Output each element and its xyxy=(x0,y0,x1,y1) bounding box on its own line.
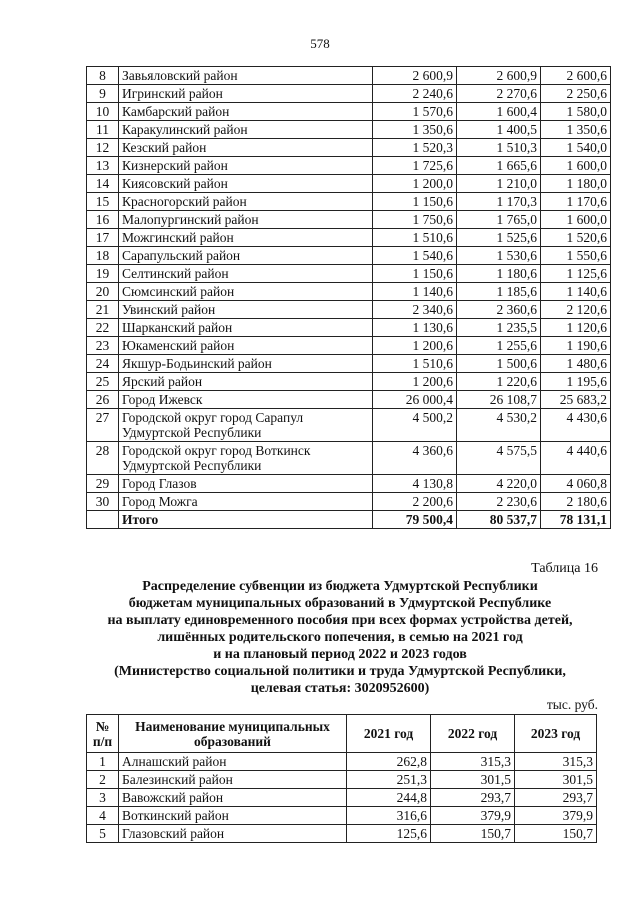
municipality-name: Завьяловский район xyxy=(119,67,373,85)
row-number: 24 xyxy=(87,355,119,373)
value-2022: 2 230,6 xyxy=(457,493,541,511)
value-2023: 1 195,6 xyxy=(541,373,611,391)
row-number: 26 xyxy=(87,391,119,409)
value-2022: 293,7 xyxy=(431,789,515,807)
value-2022: 1 525,6 xyxy=(457,229,541,247)
value-2021: 251,3 xyxy=(347,771,431,789)
value-2021: 1 570,6 xyxy=(373,103,457,121)
table-row xyxy=(87,265,611,283)
value-2022: 4 530,2 xyxy=(457,409,541,442)
row-number: 30 xyxy=(87,493,119,511)
table-row xyxy=(87,85,611,103)
value-2023: 1 540,0 xyxy=(541,139,611,157)
municipality-name: Каракулинский район xyxy=(119,121,373,139)
value-2023: 4 430,6 xyxy=(541,409,611,442)
value-2022: 1 185,6 xyxy=(457,283,541,301)
row-number: 2 xyxy=(87,771,119,789)
total-num-cell xyxy=(87,511,119,529)
title-line: бюджетам муниципальных образований в Удмуртской Республике xyxy=(128,596,552,611)
row-number: 19 xyxy=(87,265,119,283)
row-number: 11 xyxy=(87,121,119,139)
total-row xyxy=(87,511,611,529)
value-2021: 2 340,6 xyxy=(373,301,457,319)
row-number: 12 xyxy=(87,139,119,157)
row-number: 5 xyxy=(87,825,119,843)
value-2023: 2 250,6 xyxy=(541,85,611,103)
table-row xyxy=(87,825,597,843)
value-2021: 1 150,6 xyxy=(373,193,457,211)
value-2021: 4 130,8 xyxy=(373,475,457,493)
row-number: 16 xyxy=(87,211,119,229)
value-2022: 4 575,5 xyxy=(457,442,541,475)
table-row xyxy=(87,283,611,301)
value-2021: 1 510,6 xyxy=(373,355,457,373)
value-2023: 379,9 xyxy=(515,807,597,825)
row-number: 23 xyxy=(87,337,119,355)
table-row xyxy=(87,139,611,157)
value-2021: 1 200,6 xyxy=(373,337,457,355)
page-number: 578 xyxy=(310,36,330,51)
value-2022: 2 600,9 xyxy=(457,67,541,85)
table-row xyxy=(87,247,611,265)
municipality-name: Киясовский район xyxy=(119,175,373,193)
row-number: 20 xyxy=(87,283,119,301)
total-2023: 78 131,1 xyxy=(541,511,611,529)
table-row xyxy=(87,789,597,807)
table-16-label: Таблица 16 xyxy=(531,561,598,576)
table-row xyxy=(87,753,597,771)
value-2023: 4 060,8 xyxy=(541,475,611,493)
value-2021: 1 750,6 xyxy=(373,211,457,229)
total-2021: 79 500,4 xyxy=(373,511,457,529)
value-2023: 1 125,6 xyxy=(541,265,611,283)
value-2023: 293,7 xyxy=(515,789,597,807)
row-number: 21 xyxy=(87,301,119,319)
table-row xyxy=(87,409,611,442)
municipality-name: Малопургинский район xyxy=(119,211,373,229)
value-2023: 2 180,6 xyxy=(541,493,611,511)
row-number: 27 xyxy=(87,409,119,442)
value-2022: 26 108,7 xyxy=(457,391,541,409)
municipality-name: Можгинский район xyxy=(119,229,373,247)
value-2021: 2 240,6 xyxy=(373,85,457,103)
header-2023: 2023 год xyxy=(515,715,597,753)
municipality-name: Алнашский район xyxy=(119,753,347,771)
value-2023: 301,5 xyxy=(515,771,597,789)
row-number: 14 xyxy=(87,175,119,193)
row-number: 18 xyxy=(87,247,119,265)
total-2022: 80 537,7 xyxy=(457,511,541,529)
table-row xyxy=(87,175,611,193)
value-2022: 1 500,6 xyxy=(457,355,541,373)
row-number: 25 xyxy=(87,373,119,391)
table-row xyxy=(87,193,611,211)
value-2023: 1 600,0 xyxy=(541,157,611,175)
title-line: (Министерство социальной политики и труда Удмуртской Республики, xyxy=(114,664,566,679)
municipality-name: Воткинский район xyxy=(119,807,347,825)
value-2023: 1 170,6 xyxy=(541,193,611,211)
table-row xyxy=(87,373,611,391)
value-2021: 1 540,6 xyxy=(373,247,457,265)
table-row xyxy=(87,475,611,493)
value-2022: 2 360,6 xyxy=(457,301,541,319)
value-2022: 1 765,0 xyxy=(457,211,541,229)
municipality-name: Город Ижевск xyxy=(119,391,373,409)
row-number: 29 xyxy=(87,475,119,493)
title-line: целевая статья: 3020952600) xyxy=(250,681,430,696)
row-number: 3 xyxy=(87,789,119,807)
title-line: Распределение субвенции из бюджета Удмуртской Республики xyxy=(142,579,538,594)
header-2021: 2021 год xyxy=(347,715,431,753)
value-2021: 1 130,6 xyxy=(373,319,457,337)
municipality-name: Городской округ город Воткинск Удмуртской Республики xyxy=(119,442,373,475)
table-row xyxy=(87,442,611,475)
table-row xyxy=(87,121,611,139)
table-15-continuation xyxy=(86,66,611,529)
header-num: № п/п xyxy=(87,715,119,753)
municipality-name: Глазовский район xyxy=(119,825,347,843)
value-2021: 26 000,4 xyxy=(373,391,457,409)
table-header-row xyxy=(87,715,597,753)
row-number: 13 xyxy=(87,157,119,175)
value-2022: 1 530,6 xyxy=(457,247,541,265)
value-2023: 2 600,6 xyxy=(541,67,611,85)
municipality-name: Юкаменский район xyxy=(119,337,373,355)
header-2022: 2022 год xyxy=(431,715,515,753)
municipality-name: Вавожский район xyxy=(119,789,347,807)
municipality-name: Шарканский район xyxy=(119,319,373,337)
value-2022: 1 665,6 xyxy=(457,157,541,175)
value-2022: 379,9 xyxy=(431,807,515,825)
value-2022: 1 400,5 xyxy=(457,121,541,139)
municipality-name: Кезский район xyxy=(119,139,373,157)
value-2023: 2 120,6 xyxy=(541,301,611,319)
table-row xyxy=(87,157,611,175)
value-2021: 262,8 xyxy=(347,753,431,771)
value-2023: 1 550,6 xyxy=(541,247,611,265)
value-2022: 301,5 xyxy=(431,771,515,789)
value-2022: 2 270,6 xyxy=(457,85,541,103)
row-number: 9 xyxy=(87,85,119,103)
table-row xyxy=(87,229,611,247)
value-2022: 1 235,5 xyxy=(457,319,541,337)
municipality-name: Кизнерский район xyxy=(119,157,373,175)
municipality-name: Ярский район xyxy=(119,373,373,391)
row-number: 22 xyxy=(87,319,119,337)
value-2021: 316,6 xyxy=(347,807,431,825)
municipality-name: Увинский район xyxy=(119,301,373,319)
value-2021: 4 360,6 xyxy=(373,442,457,475)
value-2021: 4 500,2 xyxy=(373,409,457,442)
value-2022: 1 180,6 xyxy=(457,265,541,283)
municipality-name: Игринский район xyxy=(119,85,373,103)
value-2021: 1 200,0 xyxy=(373,175,457,193)
table-row xyxy=(87,67,611,85)
value-2023: 150,7 xyxy=(515,825,597,843)
municipality-name: Город Глазов xyxy=(119,475,373,493)
total-label: Итого xyxy=(119,511,373,529)
municipality-name: Город Можга xyxy=(119,493,373,511)
row-number: 1 xyxy=(87,753,119,771)
value-2023: 1 190,6 xyxy=(541,337,611,355)
value-2022: 4 220,0 xyxy=(457,475,541,493)
value-2023: 1 600,0 xyxy=(541,211,611,229)
title-line: на выплату единовременного пособия при всех формах устройства детей, xyxy=(107,613,573,628)
value-2023: 1 520,6 xyxy=(541,229,611,247)
table-row xyxy=(87,391,611,409)
value-2022: 1 210,0 xyxy=(457,175,541,193)
value-2022: 150,7 xyxy=(431,825,515,843)
title-line: лишённых родительского попечения, в семью на 2021 год xyxy=(157,630,523,645)
row-number: 10 xyxy=(87,103,119,121)
value-2022: 315,3 xyxy=(431,753,515,771)
row-number: 17 xyxy=(87,229,119,247)
value-2023: 4 440,6 xyxy=(541,442,611,475)
title-line: и на плановый период 2022 и 2023 годов xyxy=(213,647,467,662)
table-row xyxy=(87,103,611,121)
value-2023: 25 683,2 xyxy=(541,391,611,409)
municipality-name: Якшур-Бодьинский район xyxy=(119,355,373,373)
value-2021: 1 150,6 xyxy=(373,265,457,283)
value-2022: 1 600,4 xyxy=(457,103,541,121)
value-2021: 1 140,6 xyxy=(373,283,457,301)
value-2021: 1 510,6 xyxy=(373,229,457,247)
value-2021: 1 200,6 xyxy=(373,373,457,391)
municipality-name: Сюмсинский район xyxy=(119,283,373,301)
table-row xyxy=(87,319,611,337)
value-2023: 1 480,6 xyxy=(541,355,611,373)
row-number: 15 xyxy=(87,193,119,211)
value-2022: 1 510,3 xyxy=(457,139,541,157)
units-label: тыс. руб. xyxy=(546,697,598,712)
value-2023: 1 180,0 xyxy=(541,175,611,193)
table-row xyxy=(87,771,597,789)
table-row xyxy=(87,807,597,825)
value-2021: 2 200,6 xyxy=(373,493,457,511)
value-2023: 1 120,6 xyxy=(541,319,611,337)
table-16-title xyxy=(86,578,594,697)
municipality-name: Селтинский район xyxy=(119,265,373,283)
value-2021: 125,6 xyxy=(347,825,431,843)
value-2022: 1 255,6 xyxy=(457,337,541,355)
table-row xyxy=(87,211,611,229)
table-row xyxy=(87,337,611,355)
value-2021: 1 350,6 xyxy=(373,121,457,139)
municipality-name: Балезинский район xyxy=(119,771,347,789)
value-2021: 1 520,3 xyxy=(373,139,457,157)
municipality-name: Сарапульский район xyxy=(119,247,373,265)
value-2023: 315,3 xyxy=(515,753,597,771)
value-2021: 2 600,9 xyxy=(373,67,457,85)
value-2022: 1 220,6 xyxy=(457,373,541,391)
municipality-name: Камбарский район xyxy=(119,103,373,121)
table-row xyxy=(87,493,611,511)
row-number: 8 xyxy=(87,67,119,85)
value-2023: 1 140,6 xyxy=(541,283,611,301)
value-2023: 1 350,6 xyxy=(541,121,611,139)
value-2022: 1 170,3 xyxy=(457,193,541,211)
value-2021: 244,8 xyxy=(347,789,431,807)
header-name: Наименование муниципальных образований xyxy=(119,715,347,753)
table-row xyxy=(87,355,611,373)
table-row xyxy=(87,301,611,319)
municipality-name: Городской округ город Сарапул Удмуртской Республики xyxy=(119,409,373,442)
value-2023: 1 580,0 xyxy=(541,103,611,121)
table-16 xyxy=(86,714,597,843)
value-2021: 1 725,6 xyxy=(373,157,457,175)
row-number: 28 xyxy=(87,442,119,475)
municipality-name: Красногорский район xyxy=(119,193,373,211)
row-number: 4 xyxy=(87,807,119,825)
